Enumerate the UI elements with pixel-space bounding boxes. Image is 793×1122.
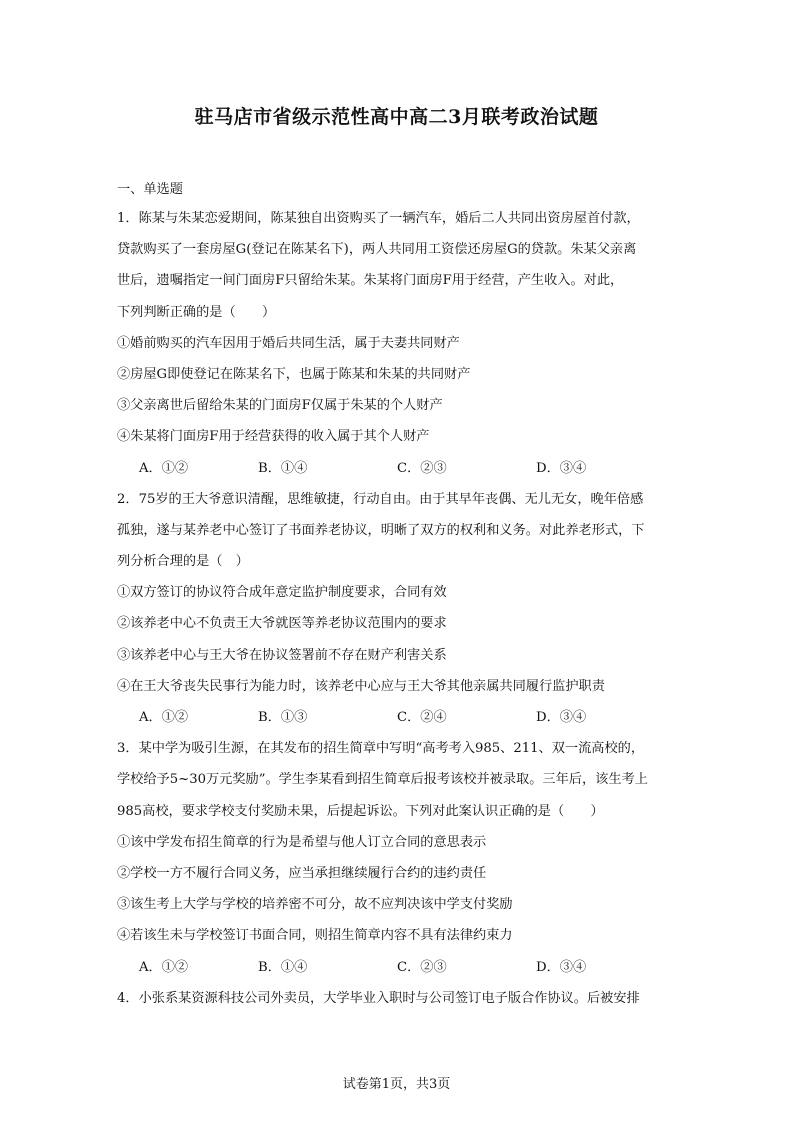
option-c[interactable]: C．②③	[397, 959, 447, 975]
question-stem-line: 世后，遗嘱指定一间门面房F只留给朱某。朱某将门面房F用于经营，产生收入。对此，	[117, 273, 624, 289]
statement-item: ②该养老中心不负责王大爷就医等养老协议范围内的要求	[117, 616, 447, 632]
question-stem-line: 学校给予5~30万元奖励”。学生李某看到招生简章后报考该校并被录取。三年后，该生考上	[117, 772, 648, 788]
statement-item: ②学校一方不履行合同义务，应当承担继续履行合约的违约责任	[117, 865, 487, 881]
question-stem-line: 1．陈某与朱某恋爱期间，陈某独自出资购买了一辆汽车，婚后二人共同出资房屋首付款，	[117, 211, 640, 226]
option-d[interactable]: D．③④	[536, 710, 587, 725]
page-title: 驻马店市省级示范性高中高二3月联考政治试题	[194, 106, 599, 128]
option-c[interactable]: C．②③	[397, 460, 447, 476]
answer-options	[117, 702, 682, 733]
question-stem-line: 孤独，遂与某养老中心签订了书面养老协议，明晰了双方的权利和义务。对此养老形式，下	[117, 522, 645, 538]
statement-item: ③该生考上大学与学校的培养密不可分，故不应判决该中学支付奖励	[117, 897, 513, 913]
answer-options	[117, 952, 682, 983]
statement-item: ①该中学发布招生简章的行为是希望与他人订立合同的意思表示	[117, 834, 487, 850]
question-stem-line: 3．某中学为吸引生源，在其发布的招生简章中写明“高考考入985、211、双一流高校的，	[117, 741, 645, 757]
option-b[interactable]: B．①④	[258, 959, 308, 975]
option-d[interactable]: D．③④	[536, 959, 587, 975]
question-1	[117, 203, 682, 484]
question-stem-line: 下列判断正确的是（ ）	[117, 304, 276, 320]
statement-item: ①双方签订的协议符合成年意定监护制度要求，合同有效	[117, 585, 447, 601]
option-c[interactable]: C．②④	[397, 710, 447, 725]
question-stem-line: 2．75岁的王大爷意识清醒，思维敏捷，行动自由。由于其早年丧偶、无儿无女，晚年倍感	[117, 491, 644, 507]
statement-item: ②房屋G即使登记在陈某名下，也属于陈某和朱某的共同财产	[117, 366, 471, 382]
question-3	[117, 733, 682, 983]
question-stem-line: 列分析合理的是（ ）	[117, 554, 249, 570]
option-b[interactable]: B．①③	[258, 710, 308, 725]
statement-item: ①婚前购买的汽车因用于婚后共同生活，属于夫妻共同财产	[117, 335, 460, 351]
statement-item: ④若该生未与学校签订书面合同，则招生简章内容不具有法律约束力	[117, 928, 513, 944]
option-a[interactable]: A．①②	[139, 959, 189, 975]
question-2	[117, 484, 682, 734]
statement-item: ④朱某将门面房F用于经营获得的收入属于其个人财产	[117, 429, 430, 445]
statement-item: ③该养老中心与王大爷在协议签署前不存在财产利害关系	[117, 647, 447, 663]
option-d[interactable]: D．③④	[536, 460, 587, 476]
option-b[interactable]: B．①④	[258, 460, 308, 476]
question-4	[117, 983, 682, 1014]
question-stem-line: 985高校，要求学校支付奖励未果，后提起诉讼。下列对此案认识正确的是（ ）	[117, 803, 604, 819]
question-stem-line: 贷款购买了一套房屋G(登记在陈某名下)，两人共同用工资偿还房屋G的贷款。朱某父亲离	[117, 242, 637, 258]
question-stem-line: 4．小张系某资源科技公司外卖员，大学毕业入职时与公司签订电子版合作协议。后被安排	[117, 990, 640, 1006]
statement-item: ④在王大爷丧失民事行为能力时，该养老中心应与王大爷其他亲属共同履行监护职责	[117, 678, 605, 694]
option-a[interactable]: A．①②	[139, 460, 189, 476]
section-title: 一、单选题	[117, 182, 183, 197]
question-content	[117, 177, 682, 1014]
page-footer: 试卷第1页，共3页	[342, 1077, 451, 1092]
option-a[interactable]: A．①②	[139, 710, 189, 725]
answer-options	[117, 453, 682, 484]
statement-item: ③父亲离世后留给朱某的门面房F仅属于朱某的个人财产	[117, 398, 443, 414]
